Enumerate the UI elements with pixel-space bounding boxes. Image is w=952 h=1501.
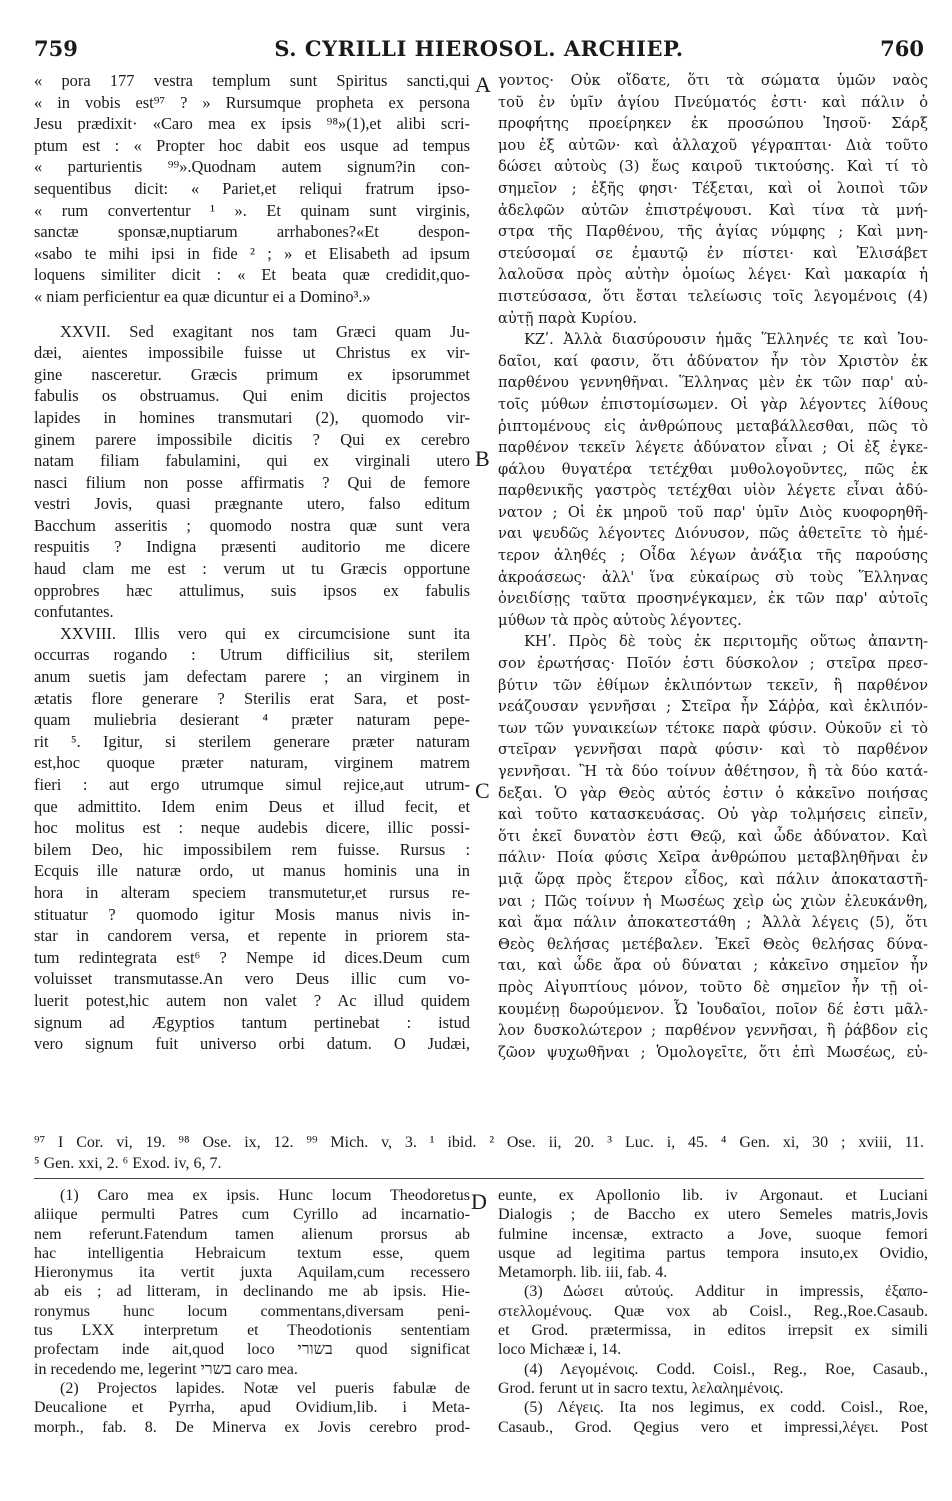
text-line: ⁹⁷ I Cor. vi, 19. ⁹⁸ Ose. ix, 12. ⁹⁹ Mich. v, 3. ¹ ibid. ² Ose. ii, 20. ³ Luc. i, 45. ⁴ Gen. xi, 30 ; xviii, 11. [34, 1134, 924, 1151]
text-line: fieri : aut ergo utrumque simul rejice,aut utrum- [34, 775, 470, 794]
text-line: μύθων τὰ πρὸς αὐτοὺς λέγοντες. [498, 611, 742, 629]
text-line: stituatur ? quomodo igitur Mosis manus nivis in- [34, 904, 470, 924]
text-line: Hieronymus ita vertit juxta Aquilam,cum recessero [34, 1264, 470, 1282]
greek-main-column [498, 70, 928, 1102]
text-line: usque ad legitima partus tempora insuto,ex Ovidio, [498, 1244, 928, 1262]
text-line: nem referunt.Fatendum tamen alienum prorsus ab [34, 1225, 470, 1243]
text-line: tum redintegrata est⁶ ? Nempe id dices.Deum cum [34, 947, 470, 967]
text-line: vestri Jovis, quasi prægnante utero, falso editum [34, 494, 470, 514]
text-line: vero signum fuit universo orbi datum. O Judæi, [34, 1034, 470, 1054]
text-line: παρθένον τεκεῖν λέγετε ἀδύνατον εἶναι ; Οἱ ἐξ ἐγκε- [498, 439, 928, 457]
text-line: «sabo te mihi ipsi in fide ² ; » et Elisabeth ad ipsum [34, 243, 470, 263]
text-line: profectam inde ait,quod loco בשורי quod significat [34, 1341, 470, 1359]
margin-letter-b: B [475, 446, 490, 471]
notes-right-column [498, 1186, 928, 1446]
text-line: νατον ; Οἱ ἐκ μηροῦ τοῦ παρ' ὑμῖν Διὸς κυοφορηθῆ- [498, 503, 928, 521]
paragraph-gap [34, 308, 470, 321]
text-line: Casaub., Grod. Qegius vero et impressi,λέγει. Post [498, 1418, 928, 1436]
text-line: ἀδελφῶν αὐτῶν ἐπιστρέψουσι. Καὶ τίνα τὰ μνή- [498, 201, 928, 219]
text-line: δεξαι. Ὁ γὰρ Θεὸς αὐτός ἐστιν ὁ κἀκεῖνο ποιήσας [498, 784, 928, 802]
text-line: στελλομένους. Quæ vox ab Coisl., Reg.,Roe.Casaub. [498, 1302, 928, 1320]
text-line: sanctæ sponsæ,nuptiarum arrhabones?«Et despon- [34, 222, 470, 242]
text-line: eunte, ex Apollonio lib. iv Argonaut. et Luciani [498, 1187, 928, 1204]
text-line: Grod. ferunt ut in sacro textu, λελαλημένοις. [498, 1379, 784, 1397]
text-line: ronymus hunc locum commentans,diversam peni- [34, 1302, 470, 1320]
text-line: ναι ψευδῶς λέγοντες Διόνυσον, πῶς ἀθετεῖτε τὸ ἡμέ- [498, 525, 928, 543]
text-line: sequentibus dicit: « Pariet,et reliqui fratrum ipso- [34, 178, 470, 198]
text-line: natam filiam fabulamini, qui ex virginali utero [34, 451, 470, 471]
text-line: ζῶον ψυχωθῆναι ; Ὁμολογεῖτε, ὅτι ἐπὶ Μωσέως, εὐ- [498, 1043, 928, 1061]
text-line: δαῖοι, καί φασιν, ὅτι ἀδύνατον ἦν τὸν Χριστὸν ἐκ [498, 352, 928, 370]
page-number-left: 759 [34, 36, 78, 61]
text-line: morph., fab. 8. De Minerva ex Jovis cerebro prod- [34, 1418, 470, 1436]
text-line: Metamorph. lib. iii, fab. 4. [498, 1264, 668, 1282]
text-line: τοῖς μύθων ἐπιστομίσωμεν. Οἱ γὰρ λέγοντες λίθους [498, 395, 928, 413]
text-line: ἀκροάσεως· ἀλλ' ἵνα εὐκαίρως σὺ τοὺς Ἕλληνας [498, 568, 928, 586]
text-line: ναι ; Πῶς τοίνυν ἡ Μωσέως χεὶρ ὡς χιὼν ἐλευκάνθη, [498, 892, 928, 910]
running-header [34, 36, 924, 66]
text-line: ὀνειδίσῃς ταῦτα προσηνέγκαμεν, ἐκ τῶν παρ' αὐτοῖς [498, 590, 928, 608]
text-line: anum suetis jam defectam parere ; an virginem in [34, 667, 470, 687]
text-line: Dialogis ; de Baccho ex utero Semeles matris,Jovis [498, 1206, 928, 1224]
text-line: star in candorem versa, et repente in priorem sta- [34, 926, 470, 946]
text-line: rit ⁵. Igitur, si sterilem generare præter naturam [34, 731, 470, 751]
text-line: ὅτι ἐκεῖ δυνατὸν ἐστι Θεῷ, καὶ ὧδε ἀδύνατον. Καὶ [498, 827, 928, 845]
text-line: hora in alteram speciem transmutetur,et rursus re- [34, 882, 470, 902]
text-line: « parturientis ⁹⁹».Quodnam autem signum?in con- [34, 157, 470, 177]
text-line: νεάζουσαν γεννῆσαι ; Στεῖρα ἦν Σάῤῥα, καὶ ἐκλιπόν- [498, 698, 928, 716]
text-line: XXVIII. Illis vero qui ex circumcisione sunt ita [60, 623, 470, 643]
text-line: « pora 177 vestra templum sunt Spiritus sancti,qui [34, 71, 470, 90]
text-line: bilem Deo, hic impossibilem rem fuisse. Rursus : [34, 839, 470, 859]
text-line: τερον ἀληθές ; Οἶδα λέγων ἀνάξια τῆς παρούσης [498, 547, 928, 565]
text-line: loco Michææ i, 14. [498, 1341, 622, 1359]
text-line: tus LXX interpretum et Theodotionis sententiam [34, 1322, 470, 1340]
text-line: στεῖραν γεννῆσαι παρὰ φύσιν· καὶ τὸ παρθένον [498, 741, 928, 759]
text-line: dæi, aientes impossibile fuisse ut Christus ex vir- [34, 343, 470, 363]
text-line: στεύσομαί σε ἐμαυτῷ ἐν πίστει· καὶ Ἐλισάβετ [498, 244, 928, 262]
text-line: αὐτῇ παρὰ Κυρίου. [498, 309, 638, 327]
text-line: δώσει αὐτοὺς (3) ἕως καιροῦ τικτούσης. Καὶ τί τὸ [498, 158, 928, 176]
text-line: γεννῆσαι. Ἢ τὰ δύο τοίνυν ἀθέτησον, ἢ τὰ δύο κατά- [498, 763, 928, 780]
text-line: Jesu prædixit· «Caro mea ex ipsis ⁹⁸»(1),et alibi scri- [34, 114, 470, 134]
text-line: aliique permulti Patres cum Cyrillo ad incarnatio- [34, 1206, 470, 1224]
latin-main-column [34, 70, 470, 1102]
text-line: μου ἐξ αὐτῶν· καὶ ἀλλαχοῦ γέγραπται· Διὰ τοῦτο [498, 136, 928, 154]
text-line: σον ἐρωτήσας· Ποῖόν ἐστι δύσκολον ; στεῖρα πρεσ- [498, 655, 928, 673]
text-line: μιᾷ ὥρᾳ πρὸς ἕτερον εἶδος, καὶ πάλιν ἀποκαταστῆ- [498, 870, 928, 888]
notes-left-column [34, 1186, 470, 1446]
text-line: que admittito. Idem enim Deus et illud fecit, et [34, 796, 470, 816]
text-line: confutantes. [34, 602, 114, 622]
text-line: παρθενικῆς γαστρὸς τετέχθαι υἱὸν λέγετε εἶναι ἀδύ- [498, 482, 928, 500]
text-line: λαλοῦσα πρὸς αὐτὴν ὁμοίως λέγει· Καὶ μακαρία ἡ [498, 266, 928, 284]
text-line: προφήτης προείρηκεν ἐκ προσώπου Ἰησοῦ· Σάρξ [498, 115, 928, 133]
text-line: λον δυσκολώτερον ; παρθένον γεννῆσαι, ἢ ῥάβδον εἰς [498, 1022, 928, 1040]
text-line: haud clam me est : verum ut tu Græcis opportune [34, 559, 470, 579]
text-line: Bacchum asseritis ; quomodo nostra quæ sunt vera [34, 515, 470, 535]
text-line: των τῶν γυναικείων τέτοκε παρὰ φύσιν. Οὐκοῦν εἰ τὸ [498, 719, 928, 737]
text-line: γοντος· Οὐκ οἴδατε, ὅτι τὰ σώματα ὑμῶν ναὸς [498, 72, 928, 89]
text-line: Θεὸς θελήσας μετέβαλεν. Ἐκεῖ Θεὸς θελήσας δύνα- [498, 935, 928, 953]
text-line: ΚΗʹ. Πρὸς δὲ τοὺς ἐκ περιτομῆς οὕτως ἀπαντη- [524, 633, 928, 651]
text-line: fulmine incensæ, extracto a Jove, suoque femori [498, 1225, 928, 1243]
text-line: πρὸς Αἰγυπτίους μόνον, τοῦτο δὲ σημεῖον ἦν τῇ οἰ- [498, 978, 928, 996]
text-line: κουμένῃ δωρούμενον. Ὦ Ἰουδαῖοι, ποῖον δέ ἐστι μᾶλ- [498, 1000, 928, 1018]
text-line: ætatis flore generare ? Sterilis erat Sara, et post- [34, 688, 470, 708]
text-line: φάλου θυγατέρα τετέχθαι μυθολογοῦντες, πῶς ἐκ [498, 460, 928, 478]
text-line: (1) Caro mea ex ipsis. Hunc locum Theodoretus [60, 1187, 470, 1204]
text-line: opprobres hæc attulimus, suis ipsos ex fabulis [34, 580, 470, 600]
text-line: fabulis os obstruamus. Qui enim dicitis projectos [34, 386, 470, 406]
text-line: βύτιν τῶν ἐθίμων ἐκλιπόντων τεκεῖν, ἢ παρθένον [498, 676, 928, 694]
text-line: luerit potest,hic autem non valet ? Ac illud quidem [34, 990, 470, 1010]
page-number-right: 760 [880, 36, 924, 61]
text-line: πάλιν· Ποία φύσις Χεῖρα ἀνθρώπου μεταβληθῆναι ἐν [498, 849, 928, 867]
text-line: παρθένου γεννηθῆναι. Ἕλληνας μὲν ἐκ τῶν παρ' αὐ- [498, 374, 928, 392]
margin-letter-d: D [471, 1189, 487, 1214]
text-line: (5) Λέγεις. Ita nos legimus, ex codd. Coisl., Roe, [524, 1399, 928, 1417]
text-line: ginem parere impossibile dicitis ? Qui ex cerebro [34, 429, 470, 449]
text-line: signum ad Ægyptios tantum pertinebat : istud [34, 1012, 470, 1032]
text-line: occurras rogando : Utrum difficilius sit, sterilem [34, 645, 470, 665]
text-line: respuitis ? Indigna præsenti auditorio me dicere [34, 537, 470, 557]
notes-divider [34, 1178, 924, 1179]
text-line: (4) Λεγομένοις. Codd. Coisl., Reg., Roe, Casaub., [524, 1360, 928, 1378]
text-line: hoc molitus est : neque audebis dicere, illic possi- [34, 818, 470, 838]
text-line: hac intelligentia Hebraicum textum esse, quem [34, 1244, 470, 1262]
text-line: quam muliebria desierant ⁴ præter naturam pepe- [34, 710, 470, 730]
margin-letter-c: C [475, 778, 490, 803]
text-line: lapides in homines transmutari (2), quomodo vir- [34, 407, 470, 427]
text-line: « in vobis est⁹⁷ ? » Rursumque propheta ex persona [34, 92, 470, 112]
text-line: Deucalione et Pyrrha, apud Ovidium,lib. i Meta- [34, 1399, 470, 1417]
text-line: σημεῖον ; ἑξῆς φησι· Τέξεται, καὶ οἱ λοιποὶ τῶν [498, 179, 928, 197]
text-line: ῥιπτομένους εἰς ἀνθρώπους μεταβάλλεσθαι, πῶς τὸ [498, 417, 928, 435]
text-line: Ecquis ille naturæ ordo, ut manus hominis una in [34, 861, 470, 881]
text-line: ptum est : « Propter hoc dabit eos usque ad tempus [34, 135, 470, 155]
text-line: loquens similiter dicit : « Et beata quæ credidit,quo- [34, 265, 470, 285]
text-line: « rum convertentur ¹ ». Et quinam sunt virginis, [34, 200, 470, 220]
text-line: (2) Projectos lapides. Notæ vel pueris fabulæ de [60, 1379, 470, 1397]
text-line: τοῦ ἐν ὑμῖν ἁγίου Πνεύματός ἐστι· καὶ πάλιν ὁ [498, 93, 928, 111]
text-line: καὶ ἅμα πάλιν ἀποκατεστάθη ; Ἀλλὰ λέγεις (5), ὅτι [498, 914, 928, 932]
text-line: « niam perficientur ea quæ dicuntur ei a Domino³.» [34, 286, 371, 306]
running-title: S. CYRILLI HIEROSOL. ARCHIEP. [274, 36, 684, 61]
text-line: et Grod. prætermissa, in editos irrepsit ex simili [498, 1322, 928, 1340]
text-line: XXVII. Sed exagitant nos tam Græci quam Ju- [60, 321, 470, 341]
text-line: καὶ τοῦτο κατασκευάσας. Οὐ γὰρ τολμήσεις εἰπεῖν, [498, 806, 928, 824]
text-line: est,hoc quoque præter naturam, virginem matrem [34, 753, 470, 773]
margin-letter-a: A [475, 72, 491, 97]
text-line: στρα τῆς Παρθένου, τῆς ἁγίας νύμφης ; Καὶ μνη- [498, 223, 928, 241]
text-line: ΚΖʹ. Ἀλλὰ διασύρουσιν ἡμᾶς Ἕλληνές τε καὶ Ἰου- [524, 331, 928, 349]
text-line: ται, καὶ ὧδε ἄρα οὐ δύναται ; κἀκεῖνο σημεῖον ἦν [498, 957, 928, 975]
text-line: nasci filium non posse affirmatis ? Qui de femore [34, 472, 470, 492]
text-line: (3) Δώσει αὐτούς. Additur in impressis, ἐξαπο- [524, 1283, 928, 1301]
scripture-references [34, 1132, 924, 1174]
text-line: in recedendo me, legerint בשרי caro mea. [34, 1360, 298, 1378]
text-line: πιστεύσασα, ὅτι ἔσται τελείωσις τοῖς λεγομένοις (4) [498, 287, 928, 305]
text-line: voluisset transmutasse.An vero Deus illic cum vo- [34, 969, 470, 989]
text-line: ⁵ Gen. xxi, 2. ⁶ Exod. iv, 6, 7. [34, 1155, 222, 1172]
text-line: gine nasceretur. Græcis primum ex ipsorummet [34, 364, 470, 384]
text-line: ab eis ; ad litteram, in declinando me ab ipsis. Hie- [34, 1283, 470, 1301]
